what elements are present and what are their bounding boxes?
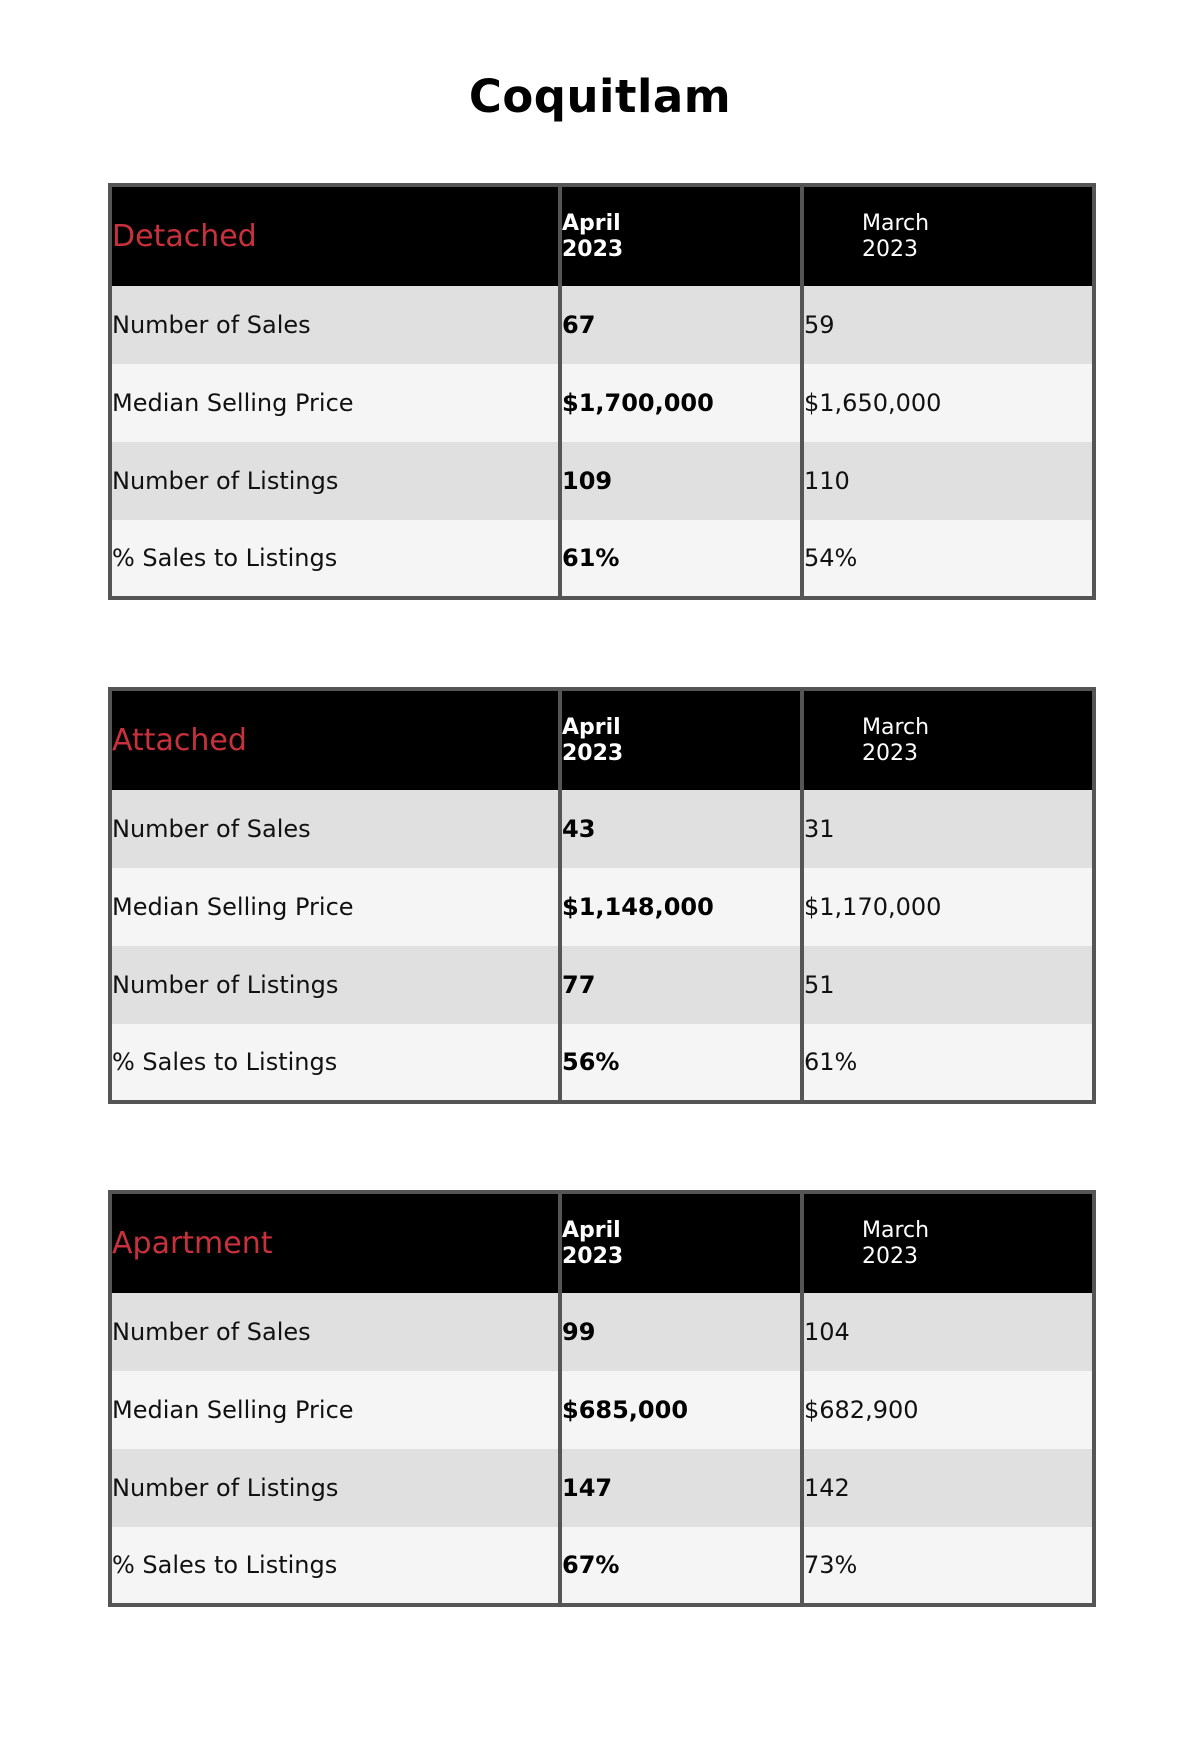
row-label: Number of Listings xyxy=(112,971,339,999)
current-value: $1,148,000 xyxy=(560,868,802,946)
current-period-header xyxy=(560,689,802,790)
table-header-row xyxy=(110,1192,1094,1293)
table-row xyxy=(110,1371,1094,1449)
current-value: 67 xyxy=(560,286,802,364)
apartment-stats-table xyxy=(108,1190,1096,1607)
current-value: 77 xyxy=(560,946,802,1024)
table-row xyxy=(110,520,1094,598)
section-title-detached: Detached xyxy=(112,219,257,254)
previous-period-label: March 2023 xyxy=(862,714,930,766)
previous-period-header xyxy=(802,689,1094,790)
current-value: 99 xyxy=(560,1293,802,1371)
previous-value: 110 xyxy=(802,442,1094,520)
current-period-label: April 2023 xyxy=(562,714,624,766)
current-value: 56% xyxy=(560,1024,802,1102)
section-title-apartment: Apartment xyxy=(112,1226,273,1261)
current-period-label: April 2023 xyxy=(562,210,624,262)
previous-value: $1,650,000 xyxy=(802,364,1094,442)
previous-period-label: March 2023 xyxy=(862,210,930,262)
row-label: Number of Listings xyxy=(112,1474,339,1502)
previous-period-header xyxy=(802,1192,1094,1293)
current-period-label: April 2023 xyxy=(562,1217,624,1269)
current-value: 61% xyxy=(560,520,802,598)
previous-value: 31 xyxy=(802,790,1094,868)
previous-value: 142 xyxy=(802,1449,1094,1527)
table-header-row xyxy=(110,185,1094,286)
previous-value: 54% xyxy=(802,520,1094,598)
current-value: 43 xyxy=(560,790,802,868)
row-label: % Sales to Listings xyxy=(112,1551,338,1579)
table-row xyxy=(110,1293,1094,1371)
current-value: $685,000 xyxy=(560,1371,802,1449)
section-title-attached: Attached xyxy=(112,723,247,758)
previous-period-label: March 2023 xyxy=(862,1217,930,1269)
previous-value: $682,900 xyxy=(802,1371,1094,1449)
table-row xyxy=(110,1527,1094,1605)
row-label: Number of Sales xyxy=(112,311,311,339)
row-label: Median Selling Price xyxy=(112,389,354,417)
previous-value: $1,170,000 xyxy=(802,868,1094,946)
table-header-row xyxy=(110,689,1094,790)
row-label: Number of Listings xyxy=(112,467,339,495)
table-row xyxy=(110,790,1094,868)
current-period-header xyxy=(560,1192,802,1293)
table-row xyxy=(110,364,1094,442)
previous-value: 51 xyxy=(802,946,1094,1024)
table-row xyxy=(110,1024,1094,1102)
current-value: 67% xyxy=(560,1527,802,1605)
table-row xyxy=(110,946,1094,1024)
table-row xyxy=(110,286,1094,364)
row-label: % Sales to Listings xyxy=(112,1048,338,1076)
row-label: Number of Sales xyxy=(112,1318,311,1346)
previous-value: 59 xyxy=(802,286,1094,364)
table-row xyxy=(110,442,1094,520)
row-label: Median Selling Price xyxy=(112,1396,354,1424)
previous-value: 61% xyxy=(802,1024,1094,1102)
previous-value: 104 xyxy=(802,1293,1094,1371)
attached-stats-table xyxy=(108,687,1096,1104)
previous-period-header xyxy=(802,185,1094,286)
detached-stats-table xyxy=(108,183,1096,600)
row-label: % Sales to Listings xyxy=(112,544,338,572)
current-value: $1,700,000 xyxy=(560,364,802,442)
page-title: Coquitlam xyxy=(468,70,732,123)
table-row xyxy=(110,1449,1094,1527)
previous-value: 73% xyxy=(802,1527,1094,1605)
row-label: Number of Sales xyxy=(112,815,311,843)
table-row xyxy=(110,868,1094,946)
current-period-header xyxy=(560,185,802,286)
row-label: Median Selling Price xyxy=(112,893,354,921)
current-value: 147 xyxy=(560,1449,802,1527)
current-value: 109 xyxy=(560,442,802,520)
